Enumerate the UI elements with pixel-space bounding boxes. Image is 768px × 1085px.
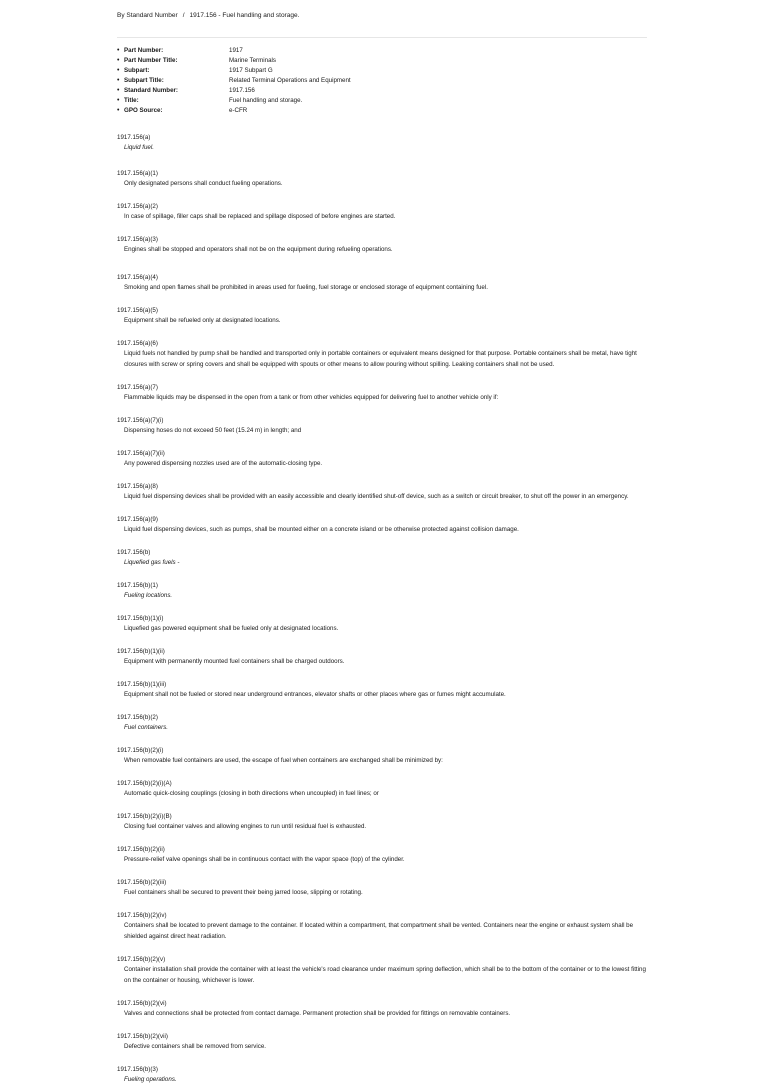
section-text: Liquid fuels not handled by pump shall be handled and transported only in portable containers or equivalent means designed for that purpose. Portable containers shall be metal, have tight closures with screw or spring covers and shall be equipped with spouts or other means to allow pouring without spilling. Leaking containers shall not be used. [124, 350, 637, 368]
section-text: Any powered dispensing nozzles used are of the automatic-closing type. [124, 460, 323, 467]
section-entry [117, 416, 647, 436]
section-entry [117, 383, 647, 403]
metadata-value: 1917 Subpart G [229, 67, 273, 74]
section-id: 1917.156(b)(1)(iii) [117, 681, 167, 688]
section-text: When removable fuel containers are used, the escape of fuel when containers are exchanged shall be minimized by: [124, 757, 443, 764]
section-text: Liquefied gas powered equipment shall be fueled only at designated locations. [124, 625, 339, 632]
bullet-icon: • [117, 87, 120, 94]
regulation-sections [117, 133, 647, 1085]
section-entry [117, 1032, 647, 1052]
section-id: 1917.156(a)(5) [117, 307, 158, 314]
section-id: 1917.156(b)(2)(vii) [117, 1033, 168, 1040]
section-text: Smoking and open flames shall be prohibited in areas used for fueling, fuel storage or enclosed storage of equipment containing fuel. [124, 284, 488, 291]
section-id: 1917.156(a)(1) [117, 170, 158, 177]
section-id: 1917.156(a)(7)(ii) [117, 450, 165, 457]
section-heading: Fuel containers. [124, 724, 169, 731]
section-id: 1917.156(a)(7) [117, 384, 158, 391]
section-entry [117, 273, 647, 293]
divider [117, 37, 647, 38]
section-text: Liquid fuel dispensing devices, such as pumps, shall be mounted either on a concrete island or be otherwise protected against collision damage. [124, 526, 519, 533]
section-text: Equipment shall not be fueled or stored near underground entrances, elevator shafts or other places where gas or fumes might accumulate. [124, 691, 506, 698]
metadata-label: Subpart Title: [124, 77, 164, 84]
breadcrumb [117, 0, 647, 22]
section-text: Equipment shall be refueled only at designated locations. [124, 317, 281, 324]
breadcrumb-current: 1917.156 - Fuel handling and storage. [189, 12, 300, 19]
section-id: 1917.156(a)(8) [117, 483, 158, 490]
metadata-item [117, 46, 647, 56]
section-heading: Fueling locations. [124, 592, 173, 599]
section-text: Flammable liquids may be dispensed in the open from a tank or from other vehicles equipped for delivering fuel to another vehicle only if: [124, 394, 499, 401]
section-text: Engines shall be stopped and operators shall not be on the equipment during refueling operations. [124, 246, 393, 253]
section-id: 1917.156(b)(2)(ii) [117, 846, 165, 853]
section-text: Liquid fuel dispensing devices shall be provided with an easily accessible and clearly identified shut-off device, such as a switch or circuit breaker, to shut off the power in an emergency. [124, 493, 629, 500]
bullet-icon: • [117, 57, 120, 64]
section-id: 1917.156(b) [117, 549, 151, 556]
metadata-value: 1917 [229, 47, 243, 54]
section-entry [117, 1065, 647, 1085]
metadata-value: Fuel handling and storage. [229, 97, 303, 104]
section-id: 1917.156(a)(4) [117, 274, 158, 281]
metadata-value: Related Terminal Operations and Equipment [229, 77, 351, 84]
section-entry [117, 845, 647, 865]
section-heading: Fueling operations. [124, 1076, 177, 1083]
section-text: Fuel containers shall be secured to prevent their being jarred loose, slipping or rotating. [124, 889, 363, 896]
metadata-label: Part Number Title: [124, 57, 178, 64]
section-id: 1917.156(b)(1) [117, 582, 158, 589]
section-id: 1917.156(b)(1)(ii) [117, 648, 165, 655]
section-entry [117, 713, 647, 733]
section-entry [117, 449, 647, 469]
section-id: 1917.156(a)(6) [117, 340, 158, 347]
section-entry [117, 614, 647, 634]
bullet-icon: • [117, 67, 120, 74]
section-entry [117, 647, 647, 667]
metadata-item [117, 66, 647, 76]
section-id: 1917.156(b)(2)(i)(B) [117, 813, 172, 820]
section-entry [117, 133, 647, 153]
metadata-item [117, 86, 647, 96]
section-entry [117, 202, 647, 222]
section-id: 1917.156(b)(2) [117, 714, 158, 721]
breadcrumb-root-link[interactable]: By Standard Number [117, 12, 178, 19]
section-entry [117, 235, 647, 255]
section-entry [117, 680, 647, 700]
metadata-list [117, 46, 647, 116]
section-text: Containers shall be located to prevent damage to the container. If located within a compartment, that compartment shall be vented. Containers near the engine or exhaust system shall be shielded against direct heat radiation. [124, 922, 634, 940]
section-entry [117, 812, 647, 832]
metadata-value: Marine Terminals [229, 57, 276, 64]
section-heading: Liquid fuel. [124, 144, 154, 151]
section-text: Dispensing hoses do not exceed 50 feet (15.24 m) in length; and [124, 427, 302, 434]
section-id: 1917.156(a)(9) [117, 516, 158, 523]
section-entry [117, 515, 647, 535]
section-id: 1917.156(a) [117, 134, 151, 141]
section-text: Equipment with permanently mounted fuel containers shall be charged outdoors. [124, 658, 345, 665]
section-id: 1917.156(b)(2)(v) [117, 956, 166, 963]
section-id: 1917.156(b)(2)(iii) [117, 879, 167, 886]
section-text: Valves and connections shall be protected from contact damage. Permanent protection shall be provided for fittings on removable containers. [124, 1010, 511, 1017]
metadata-value: 1917.156 [229, 87, 255, 94]
section-text: Automatic quick-closing couplings (closing in both directions when uncoupled) in fuel lines; or [124, 790, 379, 797]
section-text: In case of spillage, filler caps shall be replaced and spillage disposed of before engines are started. [124, 213, 396, 220]
section-entry [117, 746, 647, 766]
section-heading: Liquefied gas fuels - [124, 559, 180, 566]
section-text: Pressure-relief valve openings shall be in continuous contact with the vapor space (top) of the cylinder. [124, 856, 405, 863]
section-entry [117, 779, 647, 799]
section-id: 1917.156(a)(7)(i) [117, 417, 164, 424]
metadata-label: Part Number: [124, 47, 164, 54]
metadata-label: GPO Source: [124, 107, 163, 114]
section-entry [117, 306, 647, 326]
metadata-item [117, 56, 647, 66]
breadcrumb-separator: / [182, 12, 185, 19]
section-id: 1917.156(a)(2) [117, 203, 158, 210]
section-entry [117, 999, 647, 1019]
metadata-label: Title: [124, 97, 139, 104]
bullet-icon: • [117, 97, 120, 104]
bullet-icon: • [117, 47, 120, 54]
section-id: 1917.156(b)(1)(i) [117, 615, 164, 622]
section-id: 1917.156(b)(2)(iv) [117, 912, 167, 919]
bullet-icon: • [117, 77, 120, 84]
section-text: Defective containers shall be removed from service. [124, 1043, 267, 1050]
section-entry [117, 878, 647, 898]
section-id: 1917.156(b)(2)(i)(A) [117, 780, 172, 787]
section-entry [117, 169, 647, 189]
section-id: 1917.156(b)(2)(i) [117, 747, 164, 754]
section-entry [117, 548, 647, 568]
metadata-item [117, 76, 647, 86]
section-entry [117, 581, 647, 601]
section-entry [117, 339, 647, 370]
section-id: 1917.156(b)(2)(vi) [117, 1000, 167, 1007]
metadata-value: e-CFR [229, 107, 248, 114]
section-entry [117, 911, 647, 942]
metadata-item [117, 96, 647, 106]
section-entry [117, 482, 647, 502]
bullet-icon: • [117, 107, 120, 114]
metadata-item [117, 106, 647, 116]
section-text: Closing fuel container valves and allowing engines to run until residual fuel is exhausted. [124, 823, 367, 830]
section-id: 1917.156(a)(3) [117, 236, 158, 243]
section-id: 1917.156(b)(3) [117, 1066, 158, 1073]
section-text: Container installation shall provide the container with at least the vehicle's road clearance under maximum spring deflection, which shall be to the bottom of the container or to the lowest fitting on the container or housing, whichever is lower. [124, 966, 646, 984]
metadata-label: Subpart: [124, 67, 150, 74]
section-text: Only designated persons shall conduct fueling operations. [124, 180, 283, 187]
section-entry [117, 955, 647, 986]
metadata-label: Standard Number: [124, 87, 178, 94]
